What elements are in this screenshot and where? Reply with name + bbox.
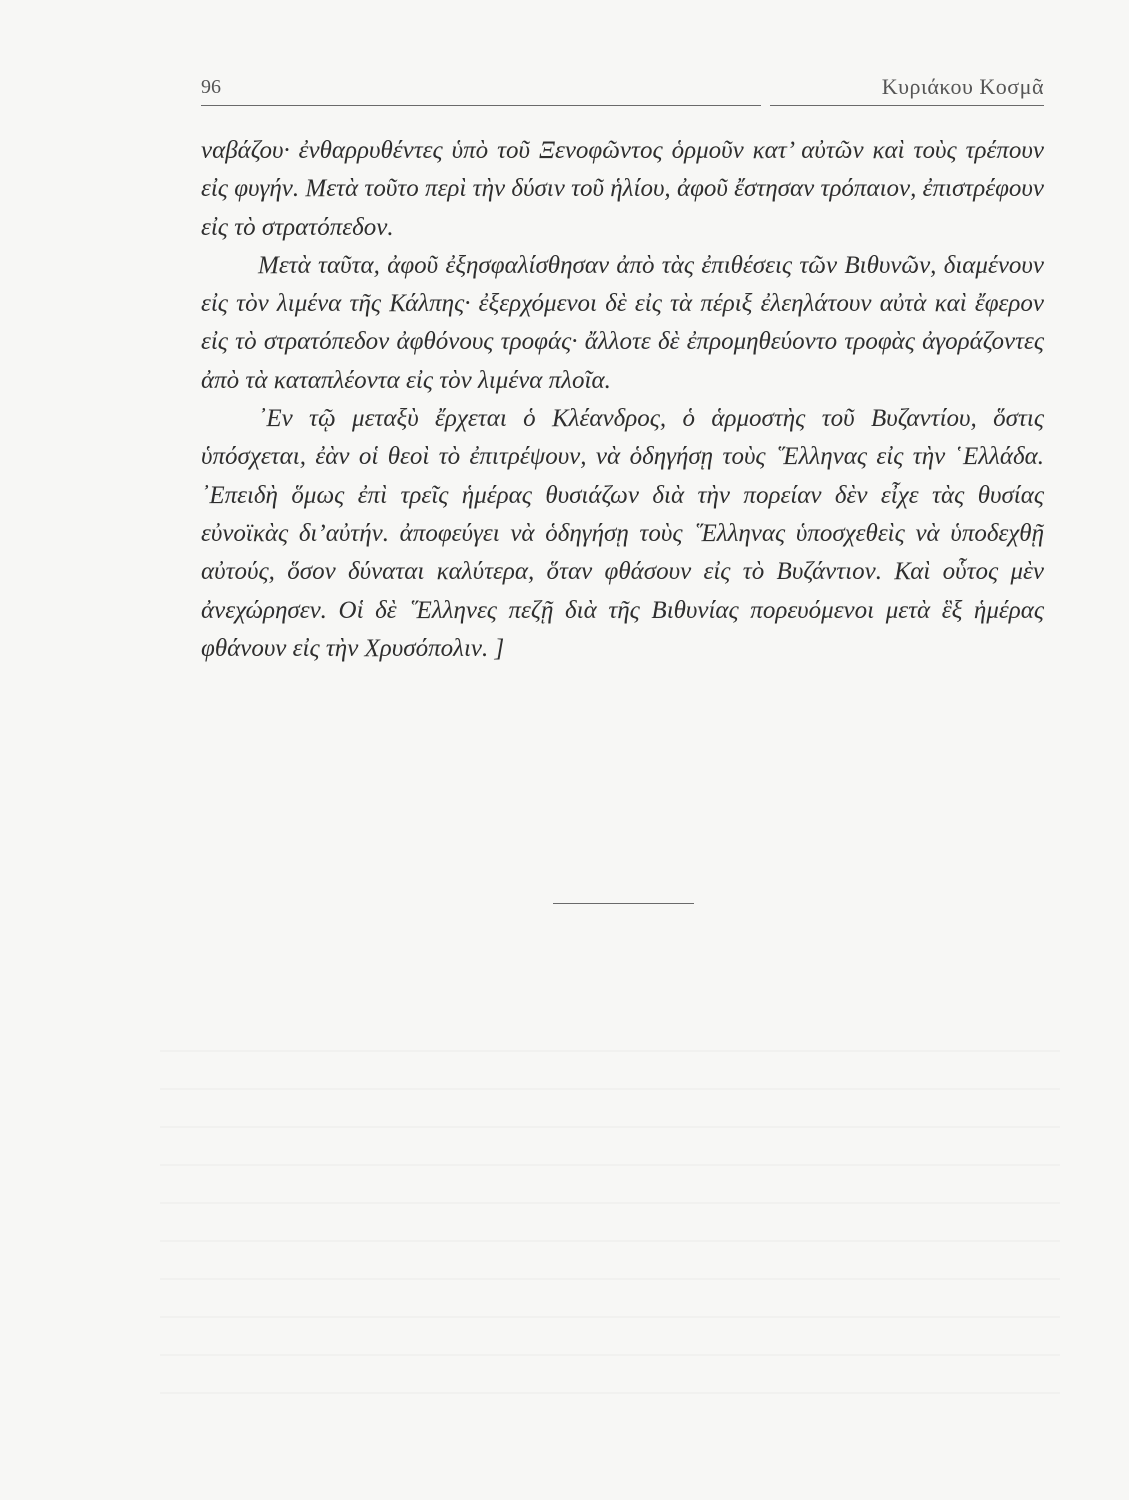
paragraph: ᾿Εν τῷ μεταξὺ ἔρχεται ὁ Κλέανδρος, ὁ ἁρμοστὴς τοῦ Βυζαντίου, ὅστις ὑπόσχεται, ἐὰν οἱ θεοὶ τὸ ἐπιτρέψουν, νὰ ὁδηγήσῃ τοὺς ῞Ελληνας εἰς τὴν ῾Ελλάδα. ᾿Επειδὴ ὅμως ἐπὶ τρεῖς ἡμέρας θυσιάζων διὰ τὴν πορείαν δὲν εἶχε τὰς θυσίας εὐνοϊκὰς δι’αὐτήν. ἀποφεύγει νὰ ὁδηγήσῃ τοὺς ῞Ελληνας ὑποσχεθεὶς νὰ ὑποδεχθῇ αὐτούς, ὅσον δύναται καλύτερα, ὅταν φθάσουν εἰς τὸ Βυζάντιον. Καὶ οὗτος μὲν ἀνεχώρησεν. Οἱ δὲ ῞Ελληνες πεζῇ διὰ τῆς Βιθυνίας πορευόμενοι μετὰ ἓξ ἡμέρας φθάνουν εἰς τὴν Χρυσόπολιν. ] [201,405,1044,662]
page-header [201,70,1044,100]
header-rule-right [770,105,1044,106]
show-through-line [160,1050,1060,1052]
show-through-line [160,1202,1060,1204]
show-through-line [160,1278,1060,1280]
paragraph-continuation: ναβάζου· ἐνθαρρυθέντες ὑπὸ τοῦ Ξενοφῶντος ὁρμοῦν κατ’ αὐτῶν καὶ τοὺς τρέπουν εἰς φυγήν. Μετὰ τοῦτο περὶ τὴν δύσιν τοῦ ἡλίου, ἀφοῦ ἔστησαν τρόπαιον, ἐπιστρέφουν εἰς τὸ στρατόπεδον. [201,137,1044,241]
running-head: Κυριάκου Κοσμᾶ [881,74,1044,99]
show-through-line [160,1240,1060,1242]
show-through-line [160,1126,1060,1128]
page-number: 96 [201,76,221,98]
header-rule-left [201,105,761,106]
section-end-rule [553,903,694,904]
body-text [201,132,1044,668]
show-through-line [160,1392,1060,1394]
show-through-line [160,1164,1060,1166]
paragraph: Μετὰ ταῦτα, ἀφοῦ ἐξησφαλίσθησαν ἀπὸ τὰς ἐπιθέσεις τῶν Βιθυνῶν, διαμένουν εἰς τὸν λιμένα τῆς Κάλπης· ἐξερχόμενοι δὲ εἰς τὰ πέριξ ἐλεηλάτουν αὐτὰ καὶ ἔφερον εἰς τὸ στρατόπεδον ἀφθόνους τροφάς· ἄλλοτε δὲ ἐπρομηθεύοντο τροφὰς ἀγοράζοντες ἀπὸ τὰ καταπλέοντα εἰς τὸν λιμένα πλοῖα. [201,251,1044,394]
show-through-line [160,1316,1060,1318]
show-through-line [160,1088,1060,1090]
show-through-line [160,1354,1060,1356]
